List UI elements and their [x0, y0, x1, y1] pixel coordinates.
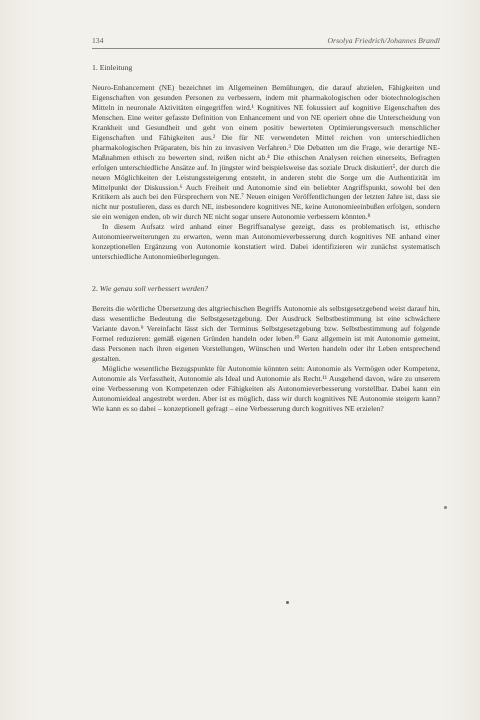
section-1-paragraph-2: In diesem Aufsatz wird anhand einer Begriffsanalyse gezeigt, dass es problematisch ist, ethische Autonomieerweiterungen zu erwarten, wenn man Autonomieverbesserung durch kognitives NE anhand einer konzeptionellen Ergänzung von Autonomie konstatiert wird. Dabei identifizieren wir zunächst systematisch unterschiedliche Autonomieüberlegungen. [92, 222, 440, 262]
running-header-authors: Orsolya Friedrich/Johannes Brandl [327, 36, 440, 45]
section-1-heading: 1. Einleitung [92, 63, 133, 72]
section-2-paragraph-2: Mögliche wesentliche Bezugspunkte für Autonomie könnten sein: Autonomie als Vermögen oder Kompetenz, Autonomie als Verfasstheit, Autonomie als Ideal und Autonomie als Recht.¹¹ Ausgehend davon, wäre zu unserem eine Verbesserung von Kompetenzen oder Fähigkeiten als Autonomieverbesserung vorstellbar. Dabei kann ein Autonomieideal angestrebt werden. Aber ist es möglich, dass wir durch kognitives NE Autonomie steigern kann? Wie kann es so dabei – konzeptionell gefragt – eine Verbesserung durch kognitives NE erzielen? [92, 363, 440, 413]
section-2-heading [92, 284, 440, 293]
section-1-paragraph-1: Neuro-Enhancement (NE) bezeichnet im Allgemeinen Bemühungen, die darauf abzielen, Fähigkeiten und Eigenschaften von gesunden Personen zu verbessern, indem mit pharmakologischen oder biotechnologischen Mitteln in neuronale Aktivitäten eingegriffen wird.¹ Kognitives NE fokussiert auf kognitive Eigenschaften des Menschen. Eine weiter gefasste Definition von Enhancement und von NE operiert ohne die Unterscheidung von Krankheit und Gesundheit und geht von einem positiv bewerteten Optimierungsversuch menschlicher Eigenschaften und Fähigkeiten aus.² Die für NE verwendeten Mittel reichen von unterschiedlichen pharmakologischen Präparaten, bis hin zu invasiven Verfahren.³ Die Debatten um die Frage, wie derartige NE-Maßnahmen ethisch zu bewerten sind, reißen nicht ab.⁴ Die ethischen Analysen reichen einerseits, Befragten erfolgen unterschiedliche Ansätze auf. In jüngster wird beispielsweise das soziale Druck diskutiert⁵, der durch die neuen Möglichkeiten der Leistungssteigerung entsteht, in anderen steht die Sorge um die Authentizität im Mittelpunkt der Diskussion.⁶ Auch Freiheit und Autonomie sind ein beliebter Angriffspunkt, sowohl bei den Kritikern als auch bei den Fürsprechern von NE.⁷ Neuen einigen Veröffentlichungen der letzten Jahre ist, dass sie nicht nur postulieren, dass es durch NE, insbesondere kognitives NE, keine Autonomieeinbußen erfolgen, sondern sie ein wenigen enden, ob wir durch NE nicht sogar unsere Autonomie verbessern könnten.⁸ [92, 83, 440, 222]
section-2-heading-title: Wie genau soll verbessert werden? [99, 284, 209, 294]
margin-speck [444, 506, 447, 509]
page-speck [286, 601, 289, 604]
page-number: 134 [92, 36, 104, 45]
section-2-paragraph-1: Bereits die wörtliche Übersetzung des altgriechischen Begriffs Autonomie als selbstgesetzgebend weist darauf hin, dass wesentliche Bedeutung die Selbstgesetzgebung. Der Ausdruck Selbstbestimmung ist eine schwächere Variante davon.⁹ Vereinfacht lässt sich der Terminus Selbstgesetzgebung bzw. Selbstbestimmung auf folgende Formel reduzieren: gemäß eigenen Gründen handeln oder leben.¹⁰ Ganz allgemein ist mit Autonomie gemeint, dass Personen nach ihren eigenen Vorstellungen, Wünschen und Werten handeln oder ihr Leben entsprechend gestalten. [92, 304, 440, 363]
page-content [92, 36, 440, 414]
running-header [92, 36, 440, 49]
section-2-heading-number: 2. [92, 284, 100, 294]
